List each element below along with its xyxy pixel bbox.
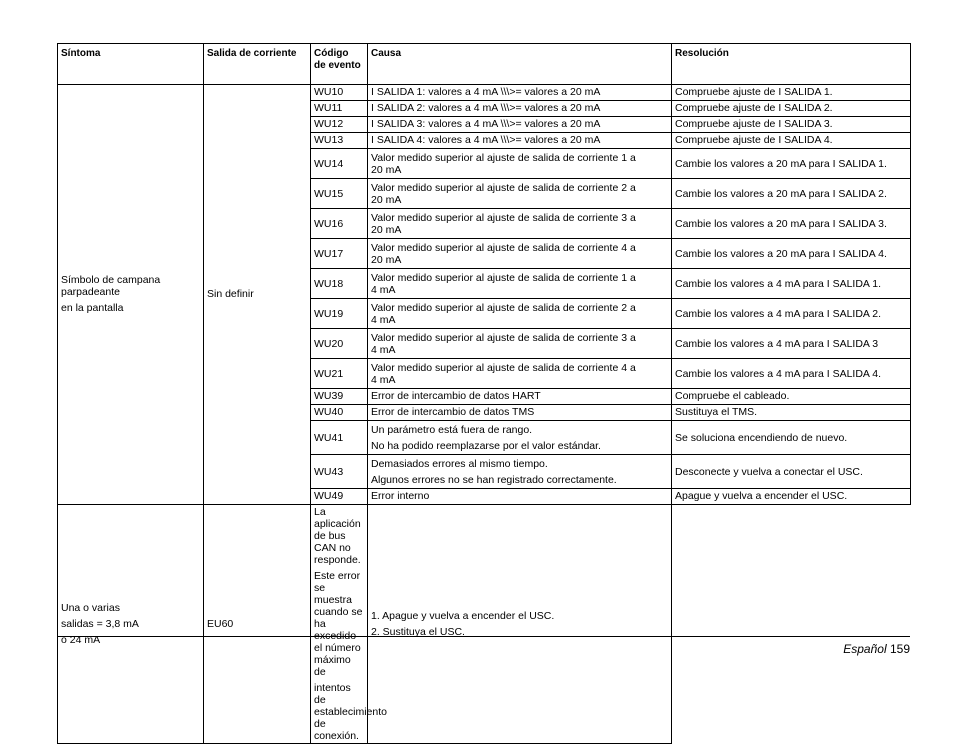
symptom-cell-line: en la pantalla bbox=[61, 302, 124, 314]
cause-cell bbox=[368, 85, 672, 101]
symptom-cell-line: parpadeante bbox=[61, 286, 120, 298]
header-symptom: Síntoma bbox=[58, 44, 204, 85]
resolution-cell-line: Cambie los valores a 20 mA para I SALIDA 3. bbox=[675, 217, 887, 230]
event-code-cell: WU10 bbox=[311, 85, 368, 101]
cause-cell-line: I SALIDA 4: valores a 4 mA \\\>= valores a 20 mA bbox=[371, 134, 601, 146]
resolution-cell-line: Cambie los valores a 4 mA para I SALIDA 4. bbox=[675, 367, 882, 380]
cause-cell-line: 20 mA bbox=[371, 163, 402, 176]
resolution-cell-line: Cambie los valores a 20 mA para I SALIDA 1. bbox=[675, 157, 887, 170]
header-current-output: Salida de corriente bbox=[204, 44, 311, 85]
cause-cell-line: Error interno bbox=[371, 490, 430, 502]
event-code-cell: WU12 bbox=[311, 117, 368, 133]
cause-cell-line: I SALIDA 2: valores a 4 mA \\\>= valores a 20 mA bbox=[371, 102, 601, 114]
resolution-cell-line: Cambie los valores a 4 mA para I SALIDA 2. bbox=[675, 307, 882, 320]
resolution-cell bbox=[672, 359, 911, 389]
cause-cell bbox=[368, 117, 672, 133]
resolution-cell-line: Cambie los valores a 20 mA para I SALIDA 4. bbox=[675, 247, 887, 260]
event-code-cell: WU21 bbox=[311, 359, 368, 389]
cause-cell-line: Valor medido superior al ajuste de salida de corriente 2 a bbox=[371, 181, 636, 194]
current-output-cell-line: Una o varias bbox=[61, 602, 120, 614]
cause-cell bbox=[368, 389, 672, 405]
event-code-cell: WU49 bbox=[311, 489, 368, 505]
footer-language: Español bbox=[843, 642, 887, 656]
event-code-cell: WU15 bbox=[311, 179, 368, 209]
cause-cell bbox=[368, 329, 672, 359]
header-event-code-line-2: de evento bbox=[314, 60, 361, 71]
cause-cell bbox=[368, 239, 672, 269]
cause-cell bbox=[368, 455, 672, 489]
cause-cell-line: 20 mA bbox=[371, 223, 402, 236]
event-code-cell: WU18 bbox=[311, 269, 368, 299]
header-event-code-line-1: Código bbox=[314, 48, 349, 59]
cause-cell bbox=[368, 359, 672, 389]
cause-cell-line: 4 mA bbox=[371, 313, 396, 326]
resolution-cell-line: Compruebe ajuste de I SALIDA 4. bbox=[675, 134, 833, 146]
cause-cell bbox=[368, 299, 672, 329]
table-row bbox=[58, 505, 911, 744]
cause-cell bbox=[368, 269, 672, 299]
resolution-cell bbox=[672, 299, 911, 329]
event-code-cell: WU40 bbox=[311, 405, 368, 421]
cause-cell bbox=[368, 489, 672, 505]
cause-cell-line: 4 mA bbox=[371, 343, 396, 356]
cause-cell-line: Valor medido superior al ajuste de salida de corriente 2 a bbox=[371, 301, 636, 314]
header-cause: Causa bbox=[368, 44, 672, 85]
resolution-cell bbox=[672, 179, 911, 209]
cause-cell-line: Error de intercambio de datos HART bbox=[371, 390, 541, 402]
cause-cell bbox=[368, 421, 672, 455]
event-code-cell: WU41 bbox=[311, 421, 368, 455]
cause-cell bbox=[368, 179, 672, 209]
cause-cell-line: Algunos errores no se han registrado correctamente. bbox=[371, 473, 617, 486]
resolution-cell-line: Cambie los valores a 4 mA para I SALIDA 3 bbox=[675, 337, 879, 350]
cause-cell-line: Valor medido superior al ajuste de salida de corriente 3 a bbox=[371, 211, 636, 224]
cause-cell bbox=[368, 133, 672, 149]
resolution-cell bbox=[672, 117, 911, 133]
symptom-cell-line: Símbolo de campana bbox=[61, 274, 161, 286]
resolution-cell bbox=[672, 455, 911, 489]
resolution-cell bbox=[672, 405, 911, 421]
cause-cell-line: 20 mA bbox=[371, 253, 402, 266]
current-output-cell: Sin definir bbox=[204, 85, 311, 505]
troubleshooting-table bbox=[57, 43, 911, 744]
event-code-cell: WU17 bbox=[311, 239, 368, 269]
resolution-cell bbox=[672, 239, 911, 269]
resolution-cell-line: Sustituya el TMS. bbox=[675, 406, 758, 418]
cause-cell-line: Valor medido superior al ajuste de salida de corriente 3 a bbox=[371, 331, 636, 344]
event-code-cell: WU16 bbox=[311, 209, 368, 239]
event-code-cell: WU11 bbox=[311, 101, 368, 117]
page-footer bbox=[843, 642, 910, 656]
header-resolution: Resolución bbox=[672, 44, 911, 85]
table-header-row bbox=[58, 44, 911, 85]
cause-cell-line: Valor medido superior al ajuste de salida de corriente 4 a bbox=[371, 241, 636, 254]
cause-cell-line: 4 mA bbox=[371, 373, 396, 386]
event-code-cell: WU39 bbox=[311, 389, 368, 405]
resolution-cell bbox=[672, 101, 911, 117]
cause-cell-line: Un parámetro está fuera de rango. bbox=[371, 423, 533, 436]
cause-cell bbox=[368, 101, 672, 117]
cause-cell-line: máximo de bbox=[314, 654, 351, 678]
cause-cell-line: Este error se muestra cuando se ha excedido el número bbox=[314, 570, 363, 654]
resolution-cell-line: Se soluciona encendiendo de nuevo. bbox=[675, 431, 848, 444]
resolution-cell-line: 2. Sustituya el USC. bbox=[371, 626, 465, 638]
resolution-cell bbox=[672, 421, 911, 455]
event-code-cell: EU60 bbox=[204, 505, 311, 744]
cause-cell bbox=[311, 505, 387, 744]
current-output-cell bbox=[58, 505, 204, 744]
resolution-cell-line: Compruebe el cableado. bbox=[675, 390, 790, 402]
footer-page-number: 159 bbox=[889, 642, 910, 656]
symptom-cell bbox=[58, 85, 204, 505]
resolution-cell bbox=[672, 489, 911, 505]
cause-cell-line: 4 mA bbox=[371, 283, 396, 296]
resolution-cell-line: Compruebe ajuste de I SALIDA 1. bbox=[675, 86, 833, 98]
resolution-cell-line: Cambie los valores a 4 mA para I SALIDA 1. bbox=[675, 277, 882, 290]
resolution-cell-line: Apague y vuelva a encender el USC. bbox=[675, 490, 848, 502]
resolution-cell-line: Desconecte y vuelva a conectar el USC. bbox=[675, 465, 863, 478]
cause-cell-line: Valor medido superior al ajuste de salida de corriente 1 a bbox=[371, 271, 636, 284]
resolution-cell bbox=[672, 389, 911, 405]
cause-cell-line: No ha podido reemplazarse por el valor estándar. bbox=[371, 439, 601, 452]
cause-cell-line: I SALIDA 1: valores a 4 mA \\\>= valores a 20 mA bbox=[371, 86, 601, 98]
event-code-cell: WU13 bbox=[311, 133, 368, 149]
resolution-cell bbox=[672, 85, 911, 101]
resolution-cell-line: 1. Apague y vuelva a encender el USC. bbox=[371, 610, 555, 622]
resolution-cell bbox=[672, 329, 911, 359]
event-code-cell: WU19 bbox=[311, 299, 368, 329]
resolution-cell-line: Compruebe ajuste de I SALIDA 3. bbox=[675, 118, 833, 130]
event-code-cell: WU43 bbox=[311, 455, 368, 489]
current-output-cell-line: o 24 mA bbox=[61, 634, 101, 646]
cause-cell-line: Demasiados errores al mismo tiempo. bbox=[371, 457, 548, 470]
cause-cell-line: Valor medido superior al ajuste de salida de corriente 4 a bbox=[371, 361, 636, 374]
resolution-cell bbox=[672, 209, 911, 239]
resolution-cell bbox=[368, 505, 672, 744]
table-row bbox=[58, 85, 911, 101]
cause-cell-line: La aplicación de bus CAN no responde. bbox=[314, 506, 361, 566]
resolution-cell-line: Cambie los valores a 20 mA para I SALIDA 2. bbox=[675, 187, 887, 200]
resolution-cell-line: Compruebe ajuste de I SALIDA 2. bbox=[675, 102, 833, 114]
cause-cell bbox=[368, 149, 672, 179]
event-code-cell: WU20 bbox=[311, 329, 368, 359]
cause-cell bbox=[368, 209, 672, 239]
footer-rule bbox=[57, 636, 910, 637]
header-event-code bbox=[311, 44, 368, 85]
event-code-cell: WU14 bbox=[311, 149, 368, 179]
cause-cell bbox=[368, 405, 672, 421]
cause-cell-line: Valor medido superior al ajuste de salida de corriente 1 a bbox=[371, 151, 636, 164]
table-body bbox=[58, 85, 911, 744]
resolution-cell bbox=[672, 133, 911, 149]
resolution-cell bbox=[672, 269, 911, 299]
resolution-cell bbox=[672, 149, 911, 179]
current-output-cell-line: salidas = 3,8 mA bbox=[61, 618, 139, 630]
cause-cell-line: intentos de establecimiento de conexión. bbox=[314, 682, 387, 742]
cause-cell-line: I SALIDA 3: valores a 4 mA \\\>= valores a 20 mA bbox=[371, 118, 601, 130]
cause-cell-line: 20 mA bbox=[371, 193, 402, 206]
cause-cell-line: Error de intercambio de datos TMS bbox=[371, 406, 535, 418]
